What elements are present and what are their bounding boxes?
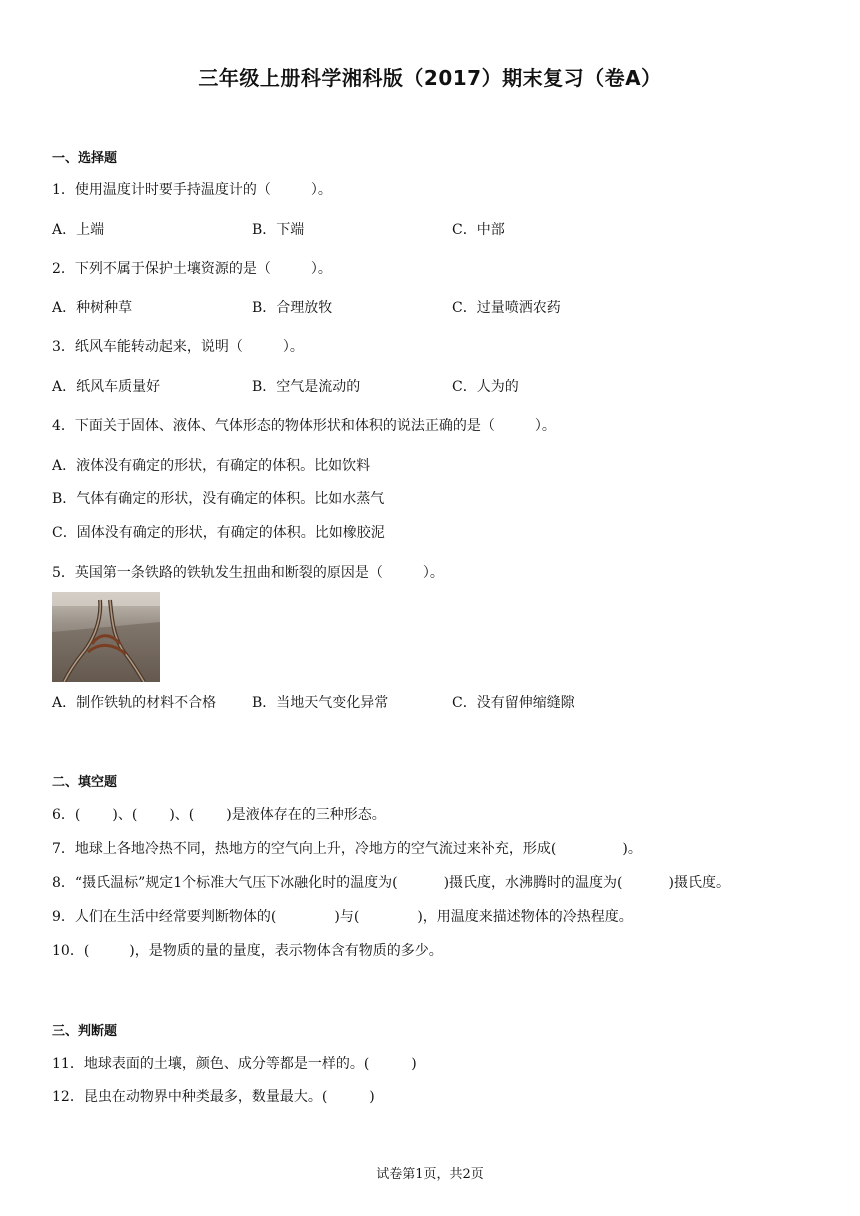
option-b: B．空气是流动的 xyxy=(252,379,361,395)
page-footer: 试卷第1页，共2页 xyxy=(376,1167,484,1182)
section-heading-judge: 三、判断题 xyxy=(52,1024,118,1039)
question-text: )。 xyxy=(622,841,642,857)
question-text: )是液体存在的三种形态。 xyxy=(226,807,386,823)
buckled-rail-photo xyxy=(52,592,160,682)
question-text: )摄氏度。 xyxy=(668,875,730,891)
option-c: C．没有留伸缩缝隙 xyxy=(452,695,575,711)
question-text: ) xyxy=(369,1089,375,1105)
question-text: )、( xyxy=(169,807,195,823)
question-11 xyxy=(52,1053,417,1073)
option-c: C．过量喷洒农药 xyxy=(452,300,561,316)
option-b: B．气体有确定的形状，没有确定的体积。比如水蒸气 xyxy=(52,491,385,507)
question-8 xyxy=(52,872,730,892)
question-stem: 2．下列不属于保护土壤资源的是（ xyxy=(52,261,271,277)
question-stem-end: ）。 xyxy=(534,418,556,434)
question-9 xyxy=(52,906,633,926)
question-10 xyxy=(52,940,443,960)
question-stem: 3．纸风车能转动起来，说明（ xyxy=(52,339,243,355)
rail-illustration xyxy=(52,592,160,682)
option-b: B．当地天气变化异常 xyxy=(252,695,389,711)
question-text: 12．昆虫在动物界中种类最多，数量最大。( xyxy=(52,1089,328,1105)
question-3 xyxy=(52,336,304,356)
question-stem-end: ）。 xyxy=(282,339,304,355)
question-12 xyxy=(52,1086,375,1106)
page-title: 三年级上册科学湘科版（2017）期末复习（卷A） xyxy=(198,66,662,90)
question-2 xyxy=(52,258,332,278)
question-text: 8．“摄氏温标”规定1个标准大气压下冰融化时的温度为( xyxy=(52,875,398,891)
option-c: C．固体没有确定的形状，有确定的体积。比如橡胶泥 xyxy=(52,525,385,541)
question-text: )，用温度来描述物体的冷热程度。 xyxy=(417,909,633,925)
option-a: A．上端 xyxy=(52,222,105,238)
option-a: A．种树种草 xyxy=(52,300,133,316)
option-a: A．纸风车质量好 xyxy=(52,379,161,395)
question-stem-end: ）。 xyxy=(310,182,332,198)
question-stem: 1．使用温度计时要手持温度计的（ xyxy=(52,182,271,198)
question-stem-end: ）。 xyxy=(310,261,332,277)
question-1 xyxy=(52,179,332,199)
question-text: )，是物质的量的量度，表示物体含有物质的多少。 xyxy=(129,943,443,959)
section-heading-fill: 二、填空题 xyxy=(52,775,118,790)
question-stem: 5．英国第一条铁路的铁轨发生扭曲和断裂的原因是（ xyxy=(52,565,383,581)
option-c: C．中部 xyxy=(452,222,505,238)
question-5 xyxy=(52,562,444,582)
question-text: 11．地球表面的土壤，颜色、成分等都是一样的。( xyxy=(52,1056,370,1072)
question-text: 7．地球上各地冷热不同，热地方的空气向上升，冷地方的空气流过来补充，形成( xyxy=(52,841,557,857)
question-text: )与( xyxy=(334,909,360,925)
section-heading-choice: 一、选择题 xyxy=(52,151,118,166)
option-b: B．下端 xyxy=(252,222,305,238)
question-stem-end: ）。 xyxy=(422,565,444,581)
question-text: 10．( xyxy=(52,943,90,959)
question-text: 6．( xyxy=(52,807,81,823)
option-c: C．人为的 xyxy=(452,379,519,395)
option-a: A．制作铁轨的材料不合格 xyxy=(52,695,217,711)
option-b: B．合理放牧 xyxy=(252,300,333,316)
question-text: 9．人们在生活中经常要判断物体的( xyxy=(52,909,277,925)
question-text: )、( xyxy=(112,807,138,823)
question-4 xyxy=(52,415,556,435)
question-6 xyxy=(52,804,386,824)
question-text: )摄氏度，水沸腾时的温度为( xyxy=(443,875,623,891)
question-stem: 4．下面关于固体、液体、气体形态的物体形状和体积的说法正确的是（ xyxy=(52,418,495,434)
option-a: A．液体没有确定的形状，有确定的体积。比如饮料 xyxy=(52,458,371,474)
question-7 xyxy=(52,838,642,858)
question-text: ) xyxy=(411,1056,417,1072)
